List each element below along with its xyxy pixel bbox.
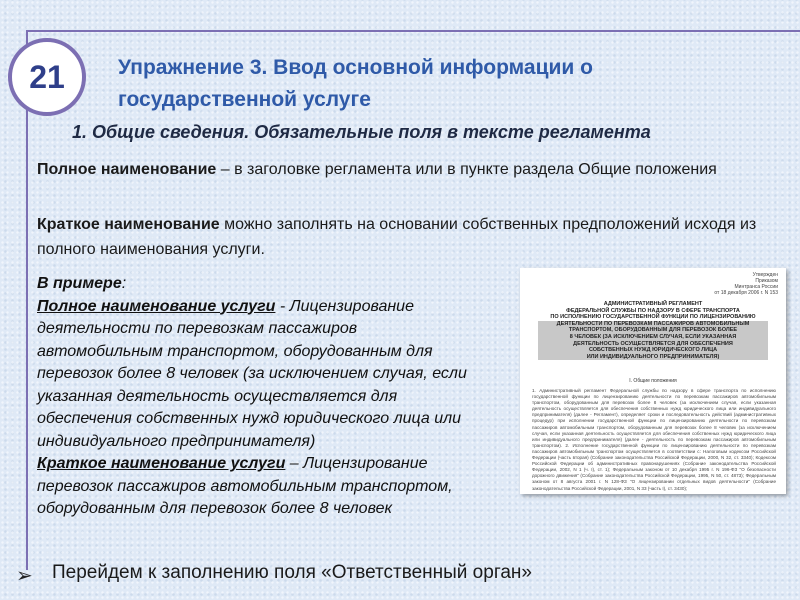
example-block	[37, 273, 477, 521]
example-short-term: Краткое наименование услуги	[37, 455, 286, 472]
example-short-text: – Лицензирование перевозок пассажиров автомобильным транспортом, оборудованным для перевозок более 8 человек	[37, 455, 453, 517]
short-name-text: можно заполнять на основании собственных предположений исходя из полного наименования услуги.	[37, 216, 757, 258]
short-name-paragraph	[37, 212, 757, 262]
doc-head-line: ТРАНСПОРТОМ, ОБОРУДОВАННЫМ ДЛЯ ПЕРЕВОЗОК БОЛЕЕ	[538, 327, 768, 334]
arrow-bullet-icon: ➢	[16, 565, 33, 587]
doc-head-line: АДМИНИСТРАТИВНЫЙ РЕГЛАМЕНТ	[603, 301, 703, 307]
doc-heading	[538, 301, 768, 360]
doc-approval-stamp	[714, 272, 778, 296]
doc-head-line: ФЕДЕРАЛЬНОЙ СЛУЖБЫ ПО НАДЗОРУ В СФЕРЕ ТРАНСПОРТА	[566, 307, 740, 314]
doc-head-line: 8 ЧЕЛОВЕК (ЗА ИСКЛЮЧЕНИЕМ СЛУЧАЯ, ЕСЛИ УКАЗАННАЯ	[538, 334, 768, 341]
regulation-document-image	[520, 268, 786, 494]
example-full-term: Полное наименование услуги	[37, 297, 276, 315]
doc-head-line: СОБСТВЕННЫХ НУЖД ЮРИДИЧЕСКОГО ЛИЦА	[538, 347, 768, 354]
full-name-paragraph	[37, 157, 757, 182]
doc-head-line: ДЕЯТЕЛЬНОСТЬ ОСУЩЕСТВЛЯЕТСЯ ДЛЯ ОБЕСПЕЧЕНИЯ	[538, 341, 768, 348]
doc-approve-line: от 18 декабря 2006 г. N 153	[714, 290, 778, 296]
doc-approve-line: Минтранса России	[734, 284, 778, 290]
full-name-text: – в заголовке регламента или в пункте раздела Общие положения	[216, 161, 717, 178]
slide-title: Упражнение 3. Ввод основной информации о государственной услуге	[118, 56, 593, 111]
example-short	[37, 453, 477, 521]
doc-approve-line: Приказом	[755, 278, 778, 284]
full-name-term: Полное наименование	[37, 161, 217, 178]
doc-head-line: ИЛИ ИНДИВИДУАЛЬНОГО ПРЕДПРИНИМАТЕЛЯ)	[538, 354, 768, 361]
doc-section-title: I. Общие положения	[629, 378, 677, 384]
section-subtitle: 1. Общие сведения. Обязательные поля в тексте регламента	[72, 122, 651, 142]
example-label: В примере	[37, 275, 122, 292]
short-name-term: Краткое наименование	[37, 216, 220, 233]
footer-next-step: Перейдем к заполнению поля «Ответственный орган»	[52, 562, 532, 583]
doc-approve-line: Утвержден	[752, 272, 778, 278]
example-colon: :	[121, 275, 127, 292]
doc-body-text: 1. Административный регламент Федеральной службы по надзору в сфере транспорта по исполнению государственной функции по лицензированию деятельности по перевозкам пассажиров автомобильным транспортом, оборудованным для перевозок более 8 человек (за исключением случая, если указанная деятельность осуществляется для обеспечения собственных нужд юридического лица или индивидуального предпринимателя) (далее - Регламент), определяет сроки и последовательность действий (административных процедур) при исполнении государственной функции по лицензированию деятельности по перевозкам пассажиров автомобильным транспортом, оборудованным для перевозок более 8 человек (за исключением случая, если указанная деятельность осуществляется для обеспечения собственных нужд юридического лица или индивидуального предпринимателя) (далее - деятельность по перевозкам пассажиров автомобильным транспортом). 2. Исполнение государственной функции по лицензированию деятельности по перевозкам пассажиров автомобильным транспортом осуществляется в соответствии с: Налоговым кодексом Российской Федерации (часть вторая) (Собрание законодательства Российской Федерации, 2000, N 32, ст. 3340); Кодексом Российской Федерации об административных правонарушениях (Собрание законодательства Российской Федерации, 2002, N 1 (ч. I), ст. 1); Федеральным законом от 10 декабря 1995 г. N 196-ФЗ "О безопасности дорожного движения" (Собрание законодательства Российской Федерации, 1995, N 50, ст. 4873); Федеральным законом от 8 августа 2001 г. N 128-ФЗ "О лицензировании отдельных видов деятельности" (Собрание законодательства Российской Федерации, 2001, N 33 (часть I), ст. 3430);	[532, 388, 776, 491]
example-full-text: - Лицензирование деятельности по перевозкам пассажиров автомобильным транспортом, оборудованным для перевозок более 8 человек (за исключением случая, если указанная деятельность осуществляется для обеспечения собственных нужд юридического лица или индивидуального предпринимателя)	[37, 297, 467, 450]
example-heading	[37, 273, 477, 296]
doc-head-line: ДЕЯТЕЛЬНОСТИ ПО ПЕРЕВОЗКАМ ПАССАЖИРОВ АВТОМОБИЛЬНЫМ	[538, 321, 768, 328]
slide-number-badge: 21	[8, 38, 86, 116]
example-full	[37, 296, 477, 454]
frame-top-line	[26, 30, 800, 52]
doc-head-line: ПО ИСПОЛНЕНИЮ ГОСУДАРСТВЕННОЙ ФУНКЦИИ ПО ЛИЦЕНЗИРОВАНИЮ	[550, 314, 756, 321]
